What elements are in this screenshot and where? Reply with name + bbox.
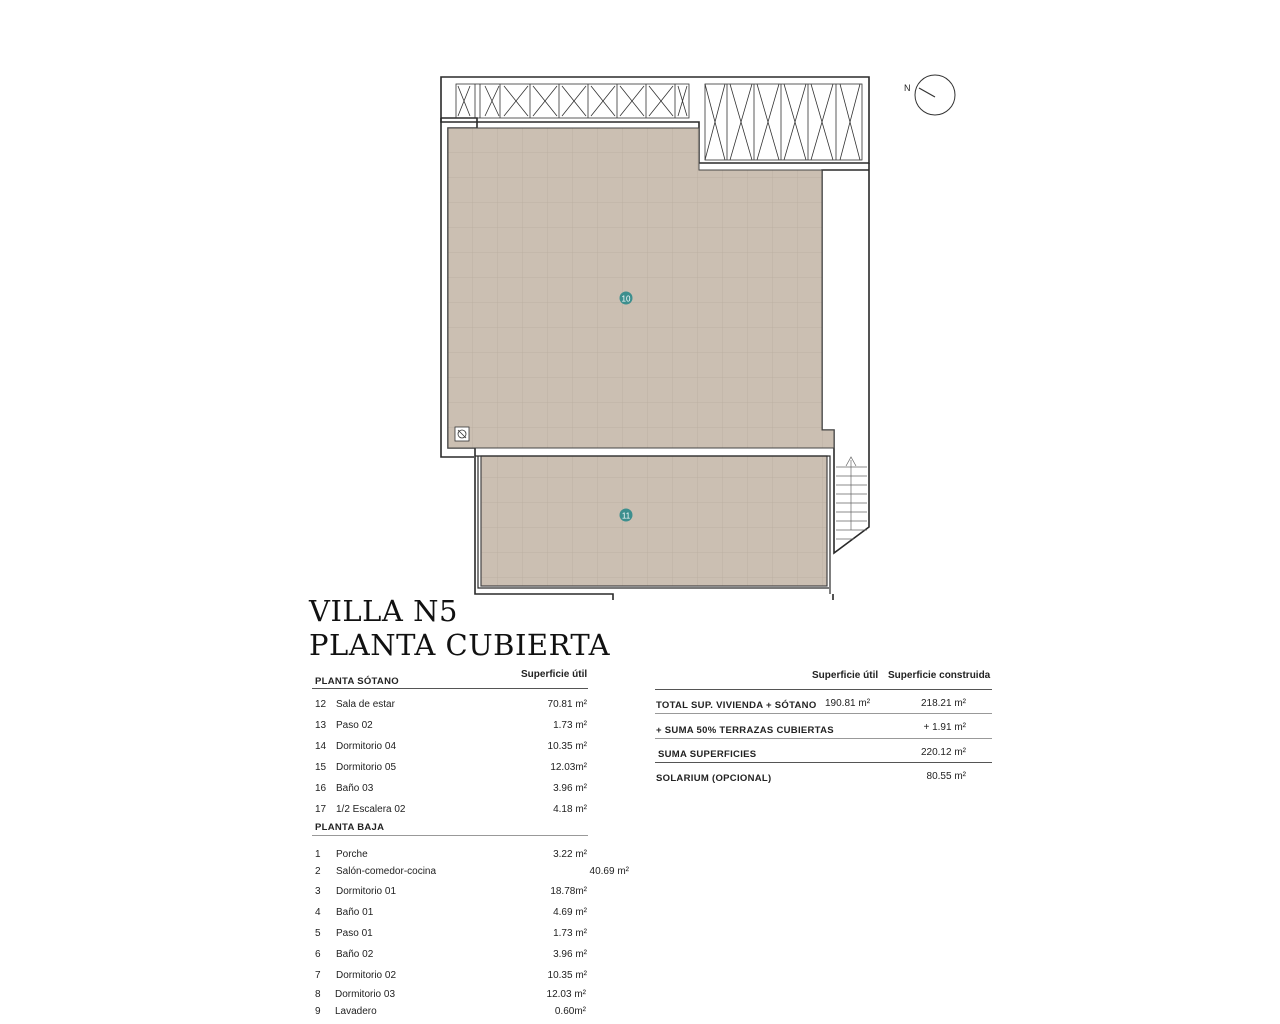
page-title-line1: VILLA N5 xyxy=(309,594,458,628)
row-area: 10.35 m² xyxy=(547,970,587,981)
roof-area-11-surface xyxy=(481,456,827,586)
summary-label: SUMA SUPERFICIES xyxy=(658,749,757,760)
row-number: 8 xyxy=(315,989,321,1000)
row-name: Paso 01 xyxy=(336,928,373,939)
row-name: Dormitorio 01 xyxy=(336,886,397,897)
row-number: 12 xyxy=(315,699,327,710)
summary-label: TOTAL SUP. VIVIENDA + SÓTANO xyxy=(656,700,817,711)
row-number: 4 xyxy=(315,907,321,918)
row-name: Dormitorio 02 xyxy=(336,970,397,981)
row-number: 17 xyxy=(315,804,327,815)
row-area: 3.22 m² xyxy=(553,849,587,860)
row-number: 5 xyxy=(315,928,321,939)
row-area: 12.03m² xyxy=(550,762,587,773)
row-name: 1/2 Escalera 02 xyxy=(336,804,406,815)
basement-heading: PLANTA SÓTANO xyxy=(315,676,399,687)
row-name: Paso 02 xyxy=(336,720,373,731)
row-area: 12.03 m² xyxy=(546,989,586,1000)
row-area: 18.78m² xyxy=(550,886,587,897)
row-area: 3.96 m² xyxy=(553,949,587,960)
row-number: 2 xyxy=(315,866,321,877)
row-number: 1 xyxy=(315,849,321,860)
row-area: 0.60m² xyxy=(554,1006,586,1017)
north-compass-icon xyxy=(904,75,955,115)
divider xyxy=(655,689,992,690)
row-number: 14 xyxy=(315,741,327,752)
summary-util: 190.81 m² xyxy=(825,698,871,709)
row-name: Baño 02 xyxy=(336,949,374,960)
row-name: Sala de estar xyxy=(336,699,395,710)
summary-built: 220.12 m² xyxy=(920,747,966,758)
row-area: 3.96 m² xyxy=(553,783,587,794)
divider xyxy=(655,762,992,763)
summary-label: SOLARIUM (OPCIONAL) xyxy=(656,773,772,784)
summary-built: 218.21 m² xyxy=(920,698,966,709)
divider xyxy=(655,713,992,714)
row-area: 40.69 m² xyxy=(589,866,629,877)
page-title-line2: PLANTA CUBIERTA xyxy=(309,628,611,662)
divider xyxy=(655,738,992,739)
roof-area-10-surface xyxy=(448,128,834,448)
row-number: 13 xyxy=(315,720,327,731)
basement-column-header: Superficie útil xyxy=(521,669,588,680)
row-name: Baño 03 xyxy=(336,783,374,794)
room-marker-11-label: 11 xyxy=(621,511,631,521)
compass-label: N xyxy=(904,83,911,93)
row-area: 4.18 m² xyxy=(553,804,587,815)
row-name: Porche xyxy=(336,849,368,860)
row-number: 9 xyxy=(315,1006,321,1017)
row-name: Salón-comedor-cocina xyxy=(336,866,437,877)
summary-label: + SUMA 50% TERRAZAS CUBIERTAS xyxy=(656,725,834,736)
row-area: 70.81 m² xyxy=(547,699,587,710)
row-area: 1.73 m² xyxy=(553,720,587,731)
summary-built: + 1.91 m² xyxy=(923,722,966,733)
summary-built: 80.55 m² xyxy=(926,771,966,782)
vent-icon xyxy=(455,427,469,441)
row-number: 3 xyxy=(315,886,321,897)
ground-heading: PLANTA BAJA xyxy=(315,822,385,833)
row-name: Dormitorio 05 xyxy=(336,762,397,773)
summary-col-util: Superficie útil xyxy=(812,670,879,681)
row-area: 10.35 m² xyxy=(547,741,587,752)
row-number: 7 xyxy=(315,970,321,981)
row-number: 16 xyxy=(315,783,327,794)
room-marker-10-label: 10 xyxy=(621,294,631,304)
stair xyxy=(836,457,867,539)
row-name: Dormitorio 04 xyxy=(336,741,397,752)
row-name: Baño 01 xyxy=(336,907,374,918)
divider xyxy=(312,688,588,689)
row-number: 6 xyxy=(315,949,321,960)
row-number: 15 xyxy=(315,762,327,773)
row-name: Dormitorio 03 xyxy=(335,989,396,1000)
row-area: 1.73 m² xyxy=(553,928,587,939)
row-area: 4.69 m² xyxy=(553,907,587,918)
divider xyxy=(312,835,588,836)
row-name: Lavadero xyxy=(335,1006,377,1017)
summary-col-built: Superficie construida xyxy=(888,670,991,681)
